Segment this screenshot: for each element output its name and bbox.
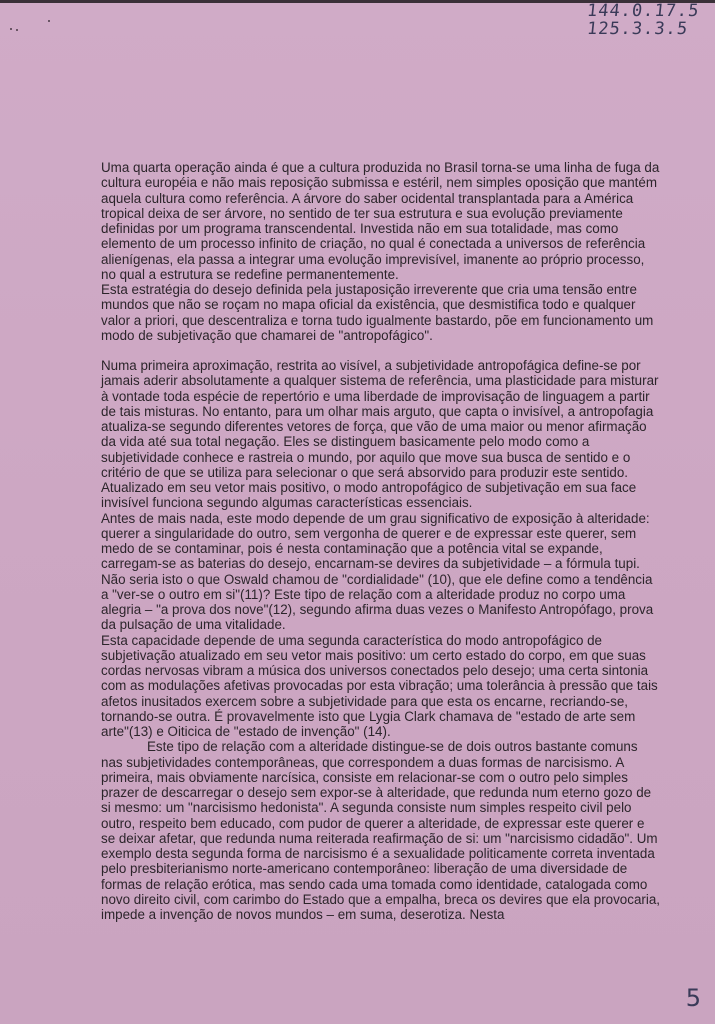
archive-code-stamp: [587, 2, 699, 38]
paragraph: Antes de mais nada, este modo depende de um grau significativo de exposição à alteridade: querer a singularidade do outro, sem vergonha de querer e de expressar este querer, sem medo de se contaminar, pois é nesta contaminação que a potência vital se expande, carregam-se as baterias do desejo, encarnam-se devires da subjetividade – a fórmula tupi. Não seria isto o que Oswald chamou de "cordialidade" (10), que ele define como a tendência a "ver-se o outro em si"(11)? Este tipo de relação com a alteridade produz no corpo uma alegria – "a prova dos nove"(12), segundo afirma duas vezes o Manifesto Antropófago, prova da pulsação de uma vitalidade.: [101, 510, 654, 633]
paragraph: Uma quarta operação ainda é que a cultura produzida no Brasil torna-se uma linha de fuga da cultura européia e não mais reposição submissa e estéril, nem simples oposição que mantém aquela cultura como referência. A árvore do saber ocidental transplantada para a América tropical deixa de ser árvore, no sentido de ter sua estrutura e sua evolução previamente definidas por um programa transcendental. Investida não em sua totalidade, mas como elemento de um processo infinito de criação, no qual é conectada a universos de referência alienígenas, ela passa a integrar uma evolução imprevisível, imanente ao próprio processo, no qual a estrutura se redefine permanentemente.: [101, 160, 660, 282]
paragraph-gap: [101, 343, 661, 358]
paragraph: Numa primeira aproximação, restrita ao visível, a subjetividade antropofágica define-se por jamais aderir absolutamente a qualquer sistema de referência, uma plasticidade para misturar à vontade toda espécie de repertório e uma liberdade de improvisação de linguagem a partir de tais misturas. No entanto, para um olhar mais arguto, que capta o invisível, a antropofagia atualiza-se segundo diferentes vetores de força, que vão de uma maior ou menor afirmação da vida até sua total negação. Eles se distinguem basicamente pelo modo como a subjetividade conhece e rastreia o mundo, por aquilo que move sua busca de sentido e o critério de que se utiliza para selecionar o que será absorvido para produzir este sentido. Atualizado em seu vetor mais positivo, o modo antropofágico de subjetivação em sua face invisível funciona segundo algumas características essenciais.: [101, 358, 659, 511]
archive-code-line-2: 125.3.3.5: [585, 19, 689, 39]
page-number: 5: [685, 984, 701, 1012]
scan-speck: [48, 20, 50, 22]
paragraph: Esta estratégia do desejo definida pela justaposição irreverente que cria uma tensão entre mundos que não se roçam no mapa oficial da existência, que desmistifica todo e qualquer valor a priori, que descentraliza e torna tudo igualmente bastardo, põe em funcionamento um modo de subjetivação que chamarei de "antropofágico".: [101, 282, 654, 343]
scan-speck: [16, 29, 18, 31]
scan-speck: [10, 28, 12, 30]
paragraph: Este tipo de relação com a alteridade distingue-se de dois outros bastante comuns nas subjetividades contemporâneas, que correspondem a duas formas de narcisismo. A primeira, mais obviamente narcísica, consiste em relacionar-se com o outro pelo simples prazer de descarregar o desejo sem expor-se à alteridade, que redunda num eterno gozo de si mesmo: um "narcisismo hedonista". A segunda consiste num simples respeito civil pelo outro, respeito bem educado, com pudor de querer a alteridade, de expressar este querer e se deixar afetar, que redunda numa reiterada reafirmação de si: um "narcisismo cidadão". Um exemplo desta segunda forma de narcisismo é a sexualidade politicamente correta inventada pelo presbiterianismo norte-americano contemporâneo: liberação de uma diversidade de formas de relação erótica, mas sendo cada uma tomada como identidade, catalogada como novo direito civil, com carimbo do Estado que a empalha, breca os devires que ela provocaria, impede a invenção de novos mundos – em suma, deserotiza. Nesta: [101, 739, 660, 922]
document-body: [101, 160, 661, 922]
paragraph: Esta capacidade depende de uma segunda característica do modo antropofágico de subjetivação atualizado em seu vetor mais positivo: um certo estado do corpo, em que suas cordas nervosas vibram a música dos universos conectados pelo desejo; uma certa sintonia com as modulações afetivas provocadas por esta vibração; uma tolerância à pressão que tais afetos inusitados exercem sobre a subjetividade para que esta os encarne, recriando-se, tornando-se outra. É provavelmente isto que Lygia Clark chamava de "estado de arte sem arte"(13) e Oiticica de "estado de invenção" (14).: [101, 632, 658, 739]
archive-code-line-1: 144.0.17.5: [585, 1, 701, 21]
